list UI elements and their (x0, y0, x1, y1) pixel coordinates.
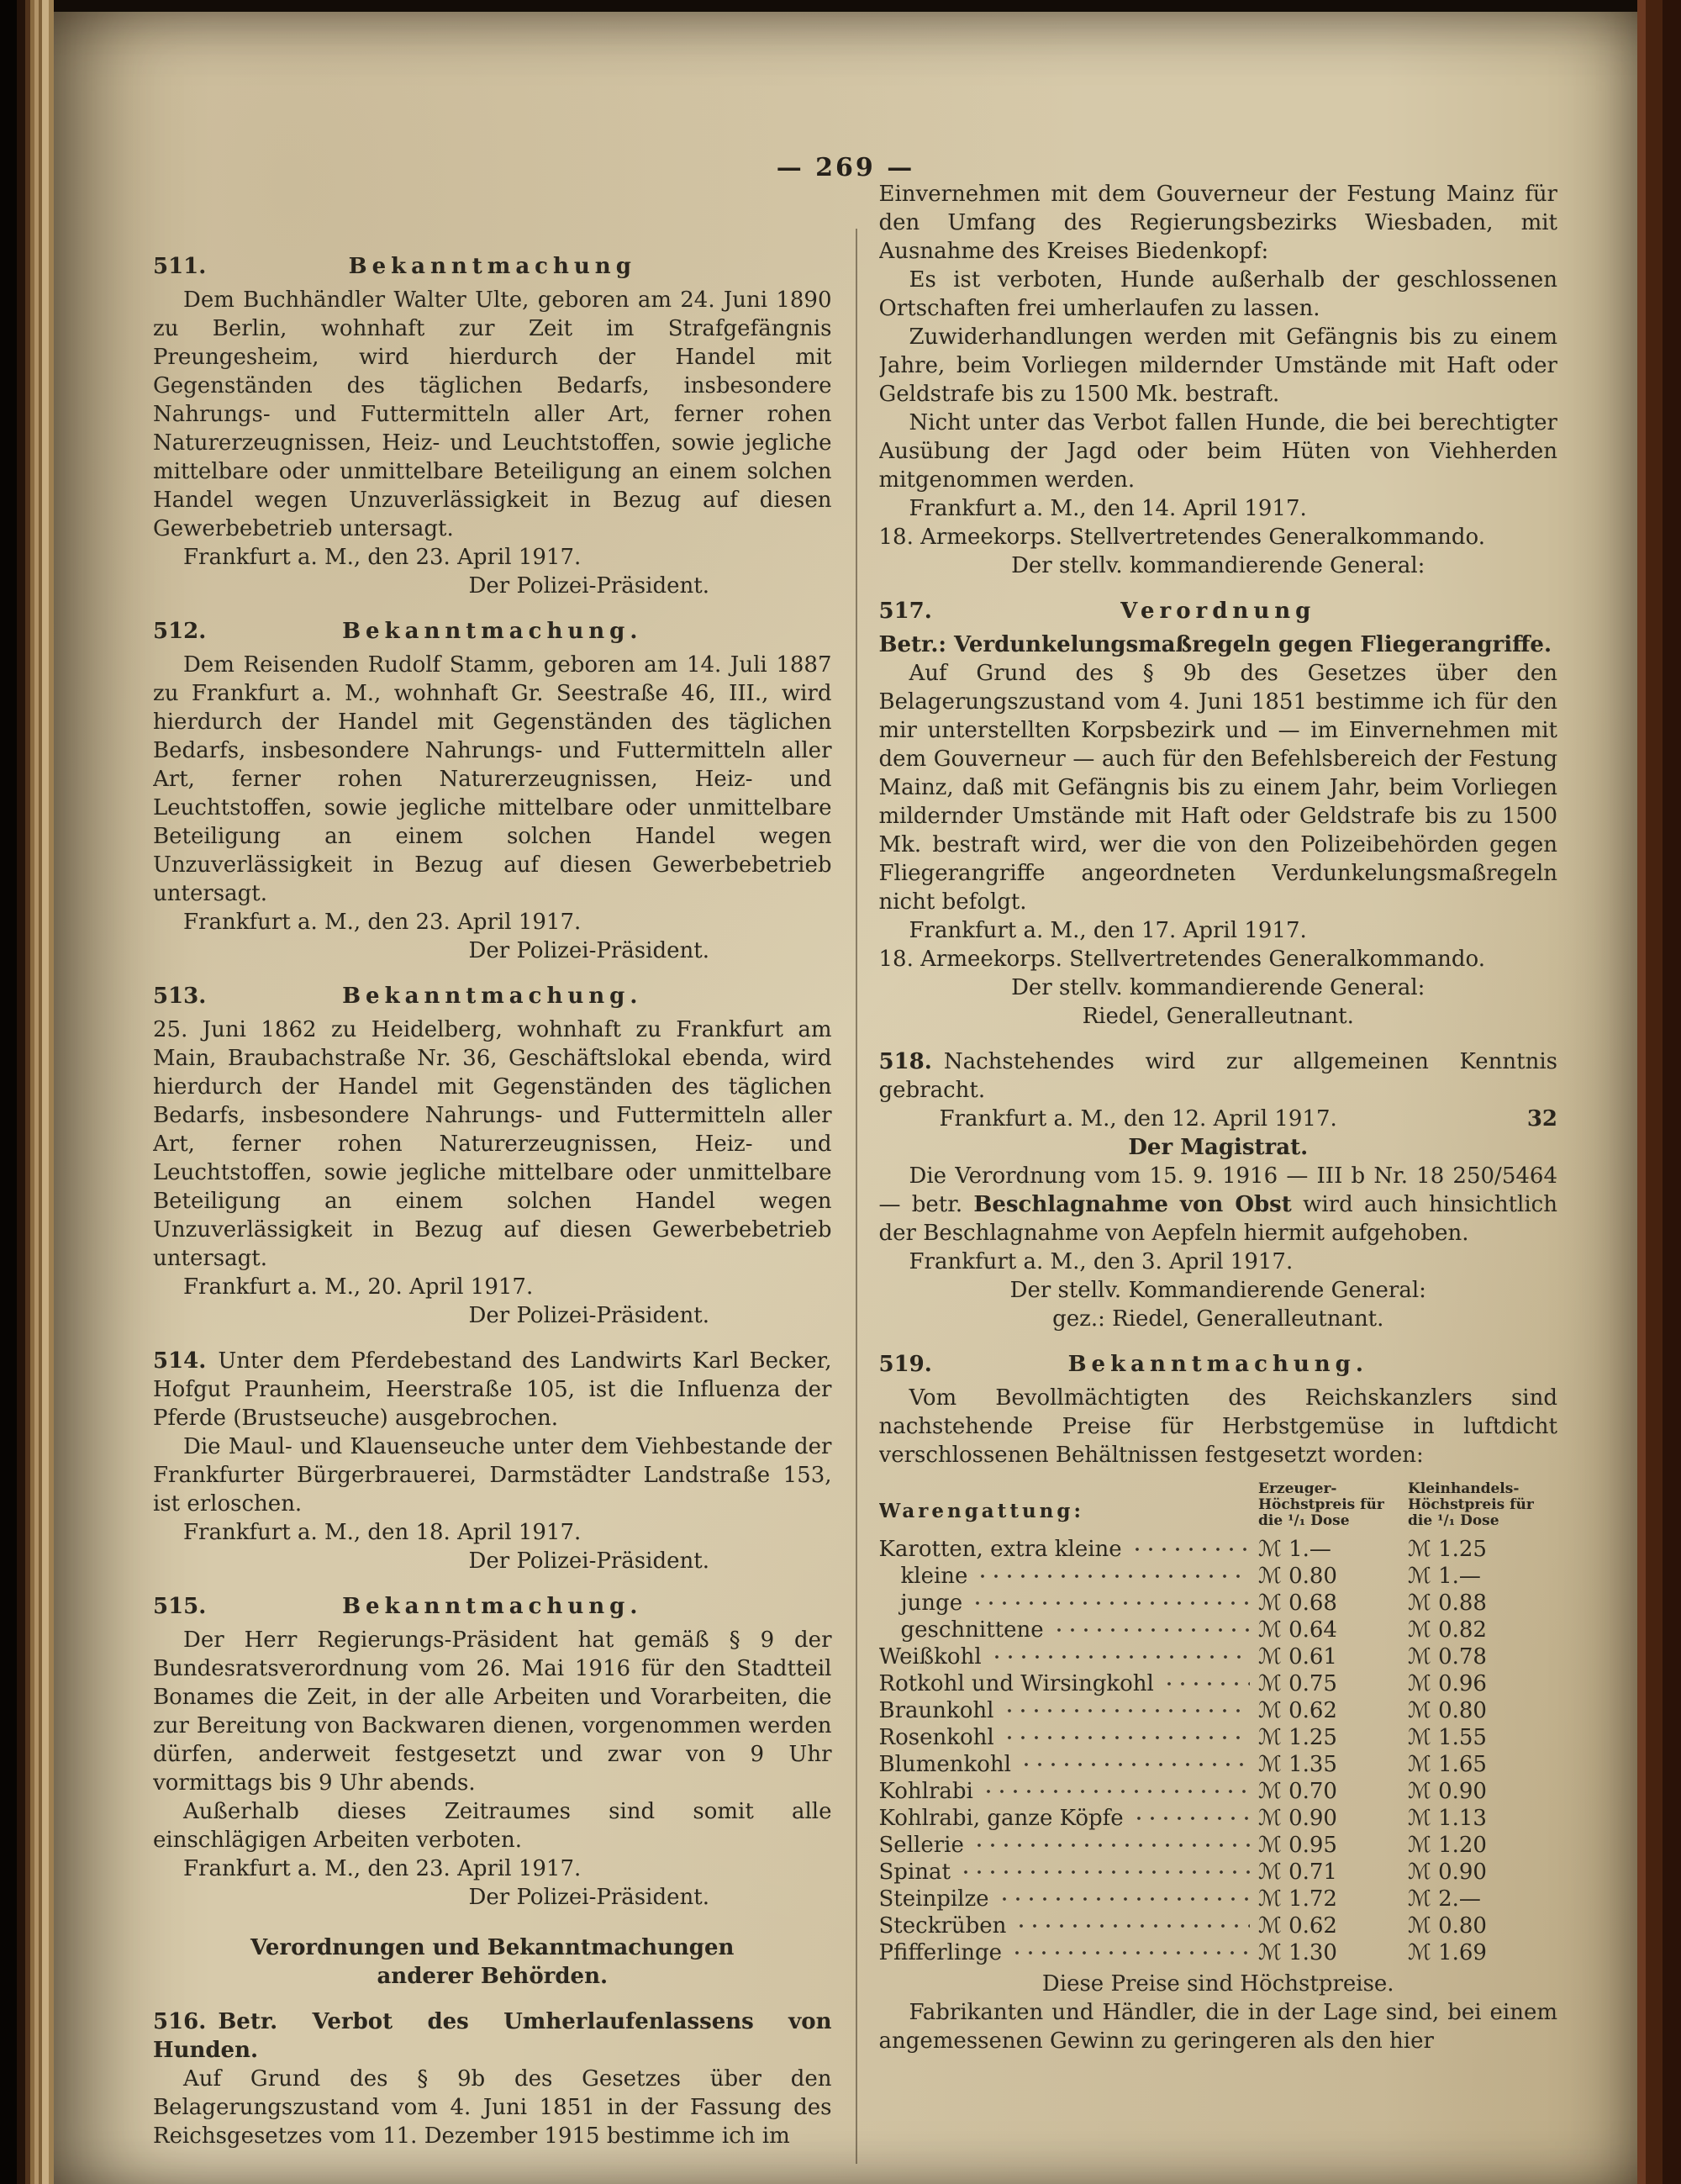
paragraph: Vom Bevollmächtigten des Reichskanzlers sind nachstehende Preise für Herbstgemüse in luftdicht verschlossenen Behältnissen festgesetzt worden: (878, 1385, 1557, 1468)
section-512-heading (153, 617, 832, 646)
section-519-heading (879, 1350, 1558, 1379)
paragraph: Auf Grund des § 9b des Gesetzes über den Belagerungszustand vom 4. Juni 1851 in der Fassung des Reichsgesetzes vom 11. Dezember 1915 bestimme ich im (153, 2066, 832, 2149)
producer-price: ℳ 0.80 (1258, 1564, 1337, 1589)
column-header-goods: Warengattung: (878, 1500, 1084, 1522)
table-row (879, 1563, 1558, 1590)
date-line (879, 1105, 1558, 1133)
signature: Der stellv. kommandierende General: (1011, 553, 1425, 578)
section-513-heading (153, 982, 832, 1010)
dot-leader (1132, 1815, 1250, 1822)
signature: Der Polizei-Präsident. (468, 1303, 709, 1328)
section-516-continued (879, 180, 1558, 580)
dot-leader (990, 1654, 1250, 1660)
section-517 (879, 597, 1558, 1031)
goods-name: Pfifferlinge (878, 1940, 1003, 1965)
dot-leader (1003, 1707, 1251, 1714)
header-line: Kleinhandels- (1408, 1480, 1520, 1497)
producer-price: ℳ 0.62 (1258, 1698, 1337, 1723)
producer-price: ℳ 0.62 (1258, 1913, 1337, 1939)
dot-leader (971, 1600, 1250, 1606)
section-514 (153, 1347, 832, 1575)
section-number: 517. (878, 599, 932, 624)
paragraph-text: wird auch hinsichtlich der Beschlagnahme von Aepfeln hiermit aufgehoben. (878, 1192, 1557, 1246)
page-number: — 269 — (776, 153, 915, 182)
producer-price: ℳ 1.72 (1258, 1886, 1337, 1912)
producer-price: ℳ 1.25 (1258, 1725, 1337, 1750)
signature: Der Polizei-Präsident. (468, 1548, 709, 1574)
date-line: Frankfurt a. M., den 14. April 1917. (909, 496, 1307, 521)
signature-name: Riedel, Generalleutnant. (1082, 1004, 1354, 1029)
paragraph: Auf Grund des § 9b des Gesetzes über den Belagerungszustand vom 4. Juni 1851 bestimme ich für den mir unterstellten Korpsbezirk und — im Einvernehmen mit dem Gouverneur — auch für den Befehlsbereich der Festung Mainz, daß mit Gefängnis bis zu einem Jahr, beim Vorliegen mildernder Umstände mit Haft oder Geldstrafe bis zu 1500 Mk. bestraft wird, wer die von den Polizeibehörden gegen Fliegerangriffe angeordneten Verdunkelungsmaßregeln nicht befolgt. (878, 661, 1557, 915)
producer-price: ℳ 0.90 (1258, 1806, 1337, 1831)
text-columns (153, 180, 1557, 2184)
goods-name: Sellerie (878, 1833, 964, 1858)
section-518 (879, 1047, 1558, 1333)
paragraph (879, 1162, 1558, 1248)
section-number: 514. (153, 1348, 207, 1374)
table-row (879, 1643, 1558, 1670)
date-line: Frankfurt a. M., den 23. April 1917. (183, 910, 582, 935)
scan-top-edge (0, 0, 1681, 12)
section-title: Bekanntmachung (348, 254, 636, 279)
section-number: 511. (153, 254, 207, 279)
paragraph: Dem Reisenden Rudolf Stamm, geboren am 14. Juli 1887 zu Frankfurt a. M., wohnhaft Gr. Seestraße 46, III., wird hierdurch der Handel mit Gegenständen des täglichen Bedarfs, insbesondere Nahrungs- und Futtermitteln aller Art, ferner rohen Naturerzeugnissen, Heiz- und Leuchtstoffen, sowie jegliche mittelbare oder unmittelbare Beteiligung an einem solchen Handel wegen Unzuverlässigkeit in Bezug auf diesen Gewerbebetrieb untersagt. (153, 652, 832, 906)
table-row (879, 1778, 1558, 1805)
retail-price: ℳ 1.69 (1408, 1940, 1487, 1965)
section-number: 515. (153, 1594, 207, 1619)
date-text: Frankfurt a. M., den 12. April 1917. (939, 1106, 1337, 1132)
section-511-heading (153, 252, 832, 281)
date-line: Frankfurt a. M., den 3. April 1917. (909, 1249, 1294, 1274)
signature: Der Magistrat. (1128, 1135, 1309, 1160)
dot-leader (976, 1573, 1250, 1580)
table-row (879, 1859, 1558, 1886)
section-513 (153, 982, 832, 1330)
dot-leader (998, 1896, 1250, 1902)
producer-price: ℳ 0.95 (1258, 1833, 1337, 1858)
column-header-retail-price (1408, 1481, 1557, 1529)
paragraph (153, 1347, 832, 1432)
header-line: Erzeuger- (1258, 1480, 1337, 1497)
paragraph: Fabrikanten und Händler, die in der Lage sind, bei einem angemessenen Gewinn zu geringeren als den hier (878, 2000, 1557, 2054)
section-number: 519. (878, 1352, 932, 1377)
producer-price: ℳ 1.35 (1258, 1752, 1337, 1777)
paragraph: Es ist verboten, Hunde außerhalb der geschlossenen Ortschaften frei umherlaufen zu lassen. (878, 267, 1557, 321)
header-line: Höchstpreis für (1408, 1496, 1534, 1513)
producer-price: ℳ 0.68 (1258, 1591, 1337, 1616)
book-binding-edge (0, 0, 54, 2184)
org-line: 18. Armeekorps. Stellvertretendes Generalkommando. (878, 947, 1485, 972)
table-row (879, 1590, 1558, 1617)
producer-price: ℳ 0.75 (1258, 1671, 1337, 1696)
retail-price: ℳ 0.78 (1408, 1644, 1487, 1670)
section-515 (153, 1592, 832, 1912)
retail-price: ℳ 1.13 (1408, 1806, 1487, 1831)
producer-price: ℳ 0.64 (1258, 1617, 1337, 1643)
date-line: Frankfurt a. M., den 23. April 1917. (183, 545, 582, 570)
producer-price: ℳ 0.61 (1258, 1644, 1337, 1670)
page-right-edge (1637, 0, 1681, 2184)
signature: Der stellv. kommandierende General: (1011, 975, 1425, 1000)
table-note: Diese Preise sind Höchstpreise. (1041, 1971, 1394, 1997)
producer-price: ℳ 0.71 (1258, 1860, 1337, 1885)
goods-name: Steinpilze (878, 1886, 989, 1912)
emphasized-text: Beschlagnahme von Obst (973, 1192, 1292, 1217)
section-number: 512. (153, 619, 207, 644)
dot-leader (1020, 1761, 1250, 1768)
goods-name: Steckrüben (878, 1913, 1007, 1939)
left-column (153, 180, 832, 2184)
retail-price: ℳ 1.55 (1408, 1725, 1487, 1750)
dot-leader (959, 1869, 1250, 1875)
table-row (879, 1886, 1558, 1912)
retail-price: ℳ 0.96 (1408, 1671, 1487, 1696)
retail-price: ℳ 2.— (1408, 1886, 1481, 1912)
goods-name: Rotkohl und Wirsingkohl (878, 1671, 1154, 1696)
dot-leader (1010, 1949, 1250, 1956)
paragraph: Dem Buchhändler Walter Ulte, geboren am 24. Juni 1890 zu Berlin, wohnhaft zur Zeit im Strafgefängnis Preungesheim, wird hierdurch der Handel mit Gegenständen des täglichen Bedarfs, insbesondere Nahrungs- und Futtermitteln aller Art, ferner rohen Naturerzeugnissen, Heiz- und Leuchtstoffen, sowie jegliche mittelbare oder unmittelbare Beteiligung an einem solchen Handel wegen Unzuverlässigkeit in Bezug auf diesen Gewerbebetrieb untersagt. (153, 288, 832, 541)
paragraph: Nicht unter das Verbot fallen Hunde, die bei berechtigter Ausübung der Jagd oder beim Hüten von Viehherden mitgenommen werden. (878, 410, 1557, 493)
paragraph: Zuwiderhandlungen werden mit Gefängnis bis zu einem Jahre, beim Vorliegen mildernder Umstände mit Haft oder Geldstrafe bis zu 1500 Mk. bestraft. (878, 324, 1557, 407)
column-header-producer-price (1258, 1481, 1408, 1529)
table-row (879, 1697, 1558, 1724)
goods-name: Spinat (878, 1860, 951, 1885)
retail-price: ℳ 0.90 (1408, 1860, 1487, 1885)
signature: Der stellv. Kommandierende General: (1009, 1278, 1426, 1303)
section-517-heading (879, 597, 1558, 625)
table-row (879, 1670, 1558, 1697)
goods-name: Blumenkohl (878, 1752, 1011, 1777)
section-title: Bekanntmachung. (342, 1594, 643, 1619)
paragraph: Der Herr Regierungs-Präsident hat gemäß § 9 der Bundesratsverordnung vom 26. Mai 1916 für den Stadtteil Bonames die Zeit, in der alle Arbeiten und Vorarbeiten, die zur Bereitung von Backwaren dienen, vorgenommen werden dürfen, anderweit festgesetzt und zwar von 9 Uhr vormittags bis 9 Uhr abends. (153, 1627, 832, 1796)
signature-name: gez.: Riedel, Generalleutnant. (1052, 1306, 1384, 1332)
retail-price: ℳ 1.— (1408, 1564, 1481, 1589)
table-row (879, 1536, 1558, 1563)
retail-price: ℳ 0.80 (1408, 1913, 1487, 1939)
section-519 (879, 1350, 1558, 2055)
table-row (879, 1912, 1558, 1939)
section-title: Betr. Verbot des Umherlaufenlassens von Hunden. (153, 2009, 832, 2063)
date-line: Frankfurt a. M., den 18. April 1917. (183, 1520, 582, 1545)
goods-name: Kohlrabi, ganze Köpfe (878, 1806, 1124, 1831)
signature: Der Polizei-Präsident. (468, 1885, 709, 1910)
date-line: Frankfurt a. M., den 17. April 1917. (909, 918, 1307, 943)
dot-leader (982, 1788, 1250, 1795)
goods-name: Weißkohl (878, 1644, 982, 1670)
table-row (879, 1832, 1558, 1859)
goods-name: Kohlrabi (878, 1779, 973, 1804)
goods-name: Rosenkohl (878, 1725, 994, 1750)
signature: Der Polizei-Präsident. (468, 938, 709, 963)
group-heading: Verordnungen und Bekanntmachungen anderer Behörden. (250, 1935, 735, 1989)
retail-price: ℳ 0.88 (1408, 1591, 1487, 1616)
goods-name: Braunkohl (878, 1698, 994, 1723)
date-line: Frankfurt a. M., den 23. April 1917. (183, 1856, 582, 1881)
dot-leader (972, 1842, 1250, 1849)
section-title: Bekanntmachung. (1067, 1352, 1368, 1377)
paragraph-text: Nachstehendes wird zur allgemeinen Kenntnis gebracht. (878, 1049, 1557, 1103)
section-516 (153, 2007, 832, 2150)
retail-price: ℳ 1.25 (1408, 1537, 1487, 1562)
producer-price: ℳ 0.70 (1258, 1779, 1337, 1804)
paragraph: Außerhalb dieses Zeitraumes sind somit alle einschlägigen Arbeiten verboten. (153, 1799, 832, 1853)
date-line: Frankfurt a. M., 20. April 1917. (183, 1274, 534, 1300)
header-line: die ¹/₁ Dose (1408, 1512, 1499, 1529)
paragraph-text: Die Verordnung vom 15. 9. 1916 — III b Nr. 18 250/5464 — betr. (878, 1163, 1557, 1217)
retail-price: ℳ 0.90 (1408, 1779, 1487, 1804)
header-line: Höchstpreis für (1258, 1496, 1384, 1513)
retail-price: ℳ 1.65 (1408, 1752, 1487, 1777)
section-number: 513. (153, 984, 207, 1009)
section-516-heading (153, 2007, 832, 2065)
section-511 (153, 252, 832, 600)
dot-leader (1162, 1680, 1250, 1687)
dot-leader (1052, 1627, 1250, 1633)
section-number: 516. (153, 2009, 207, 2034)
table-row (879, 1751, 1558, 1778)
producer-price: ℳ 1.30 (1258, 1940, 1337, 1965)
retail-price: ℳ 1.20 (1408, 1833, 1487, 1858)
section-512 (153, 617, 832, 965)
table-row (879, 1617, 1558, 1643)
goods-name: Karotten, extra kleine (878, 1537, 1122, 1562)
section-515-heading (153, 1592, 832, 1621)
signature: Der Polizei-Präsident. (468, 573, 709, 599)
section-title: Verordnung (1120, 599, 1316, 624)
producer-price: ℳ 1.— (1258, 1537, 1331, 1562)
right-column (879, 180, 1558, 2184)
retail-price: ℳ 0.82 (1408, 1617, 1487, 1643)
paragraph: Einvernehmen mit dem Gouverneur der Festung Mainz für den Umfang des Regierungsbezirks Wiesbaden, mit Ausnahme des Kreises Biedenkopf: (878, 182, 1557, 264)
paragraph: 25. Juni 1862 zu Heidelberg, wohnhaft zu Frankfurt am Main, Braubachstraße Nr. 36, Geschäftslokal ebenda, wird hierdurch der Handel mit Gegenständen des täglichen Bedarfs, insbesondere Nahrungs- und Futtermitteln aller Art, ferner rohen Naturerzeugnissen, Heiz- und Leuchtstoffen, sowie jegliche mittelbare oder unmittelbare Beteiligung an einem solchen Handel wegen Unzuverlässigkeit in Bezug auf diesen Gewerbebetrieb untersagt. (153, 1017, 832, 1271)
goods-name: kleine (900, 1564, 968, 1589)
margin-number: 32 (1526, 1106, 1557, 1132)
paragraph-text: Unter dem Pferdebestand des Landwirts Karl Becker, Hofgut Praunheim, Heerstraße 105, ist die Influenza der Pferde (Brustseuche) ausgebrochen. (153, 1348, 832, 1431)
price-table (879, 1481, 1558, 1966)
goods-name: geschnittene (900, 1617, 1044, 1643)
retail-price: ℳ 0.80 (1408, 1698, 1487, 1723)
paragraph (879, 1047, 1558, 1105)
dot-leader (1003, 1734, 1250, 1741)
header-line: die ¹/₁ Dose (1258, 1512, 1350, 1529)
paper (54, 12, 1637, 2184)
table-row (879, 1939, 1558, 1966)
section-title: Bekanntmachung. (342, 984, 643, 1009)
dot-leader (1130, 1546, 1250, 1553)
price-table-header (879, 1481, 1558, 1529)
paragraph: Die Maul- und Klauenseuche unter dem Viehbestande der Frankfurter Bürgerbrauerei, Darmstädter Landstraße 153, ist erloschen. (153, 1434, 832, 1517)
section-subtitle: Betr.: Verdunkelungsmaßregeln gegen Fliegerangriffe. (878, 632, 1552, 657)
section-title: Bekanntmachung. (342, 619, 643, 644)
goods-name: junge (900, 1591, 963, 1616)
section-number: 518. (878, 1049, 932, 1074)
dot-leader (1014, 1923, 1250, 1929)
org-line: 18. Armeekorps. Stellvertretendes Generalkommando. (878, 525, 1485, 550)
table-row (879, 1805, 1558, 1832)
table-row (879, 1724, 1558, 1751)
